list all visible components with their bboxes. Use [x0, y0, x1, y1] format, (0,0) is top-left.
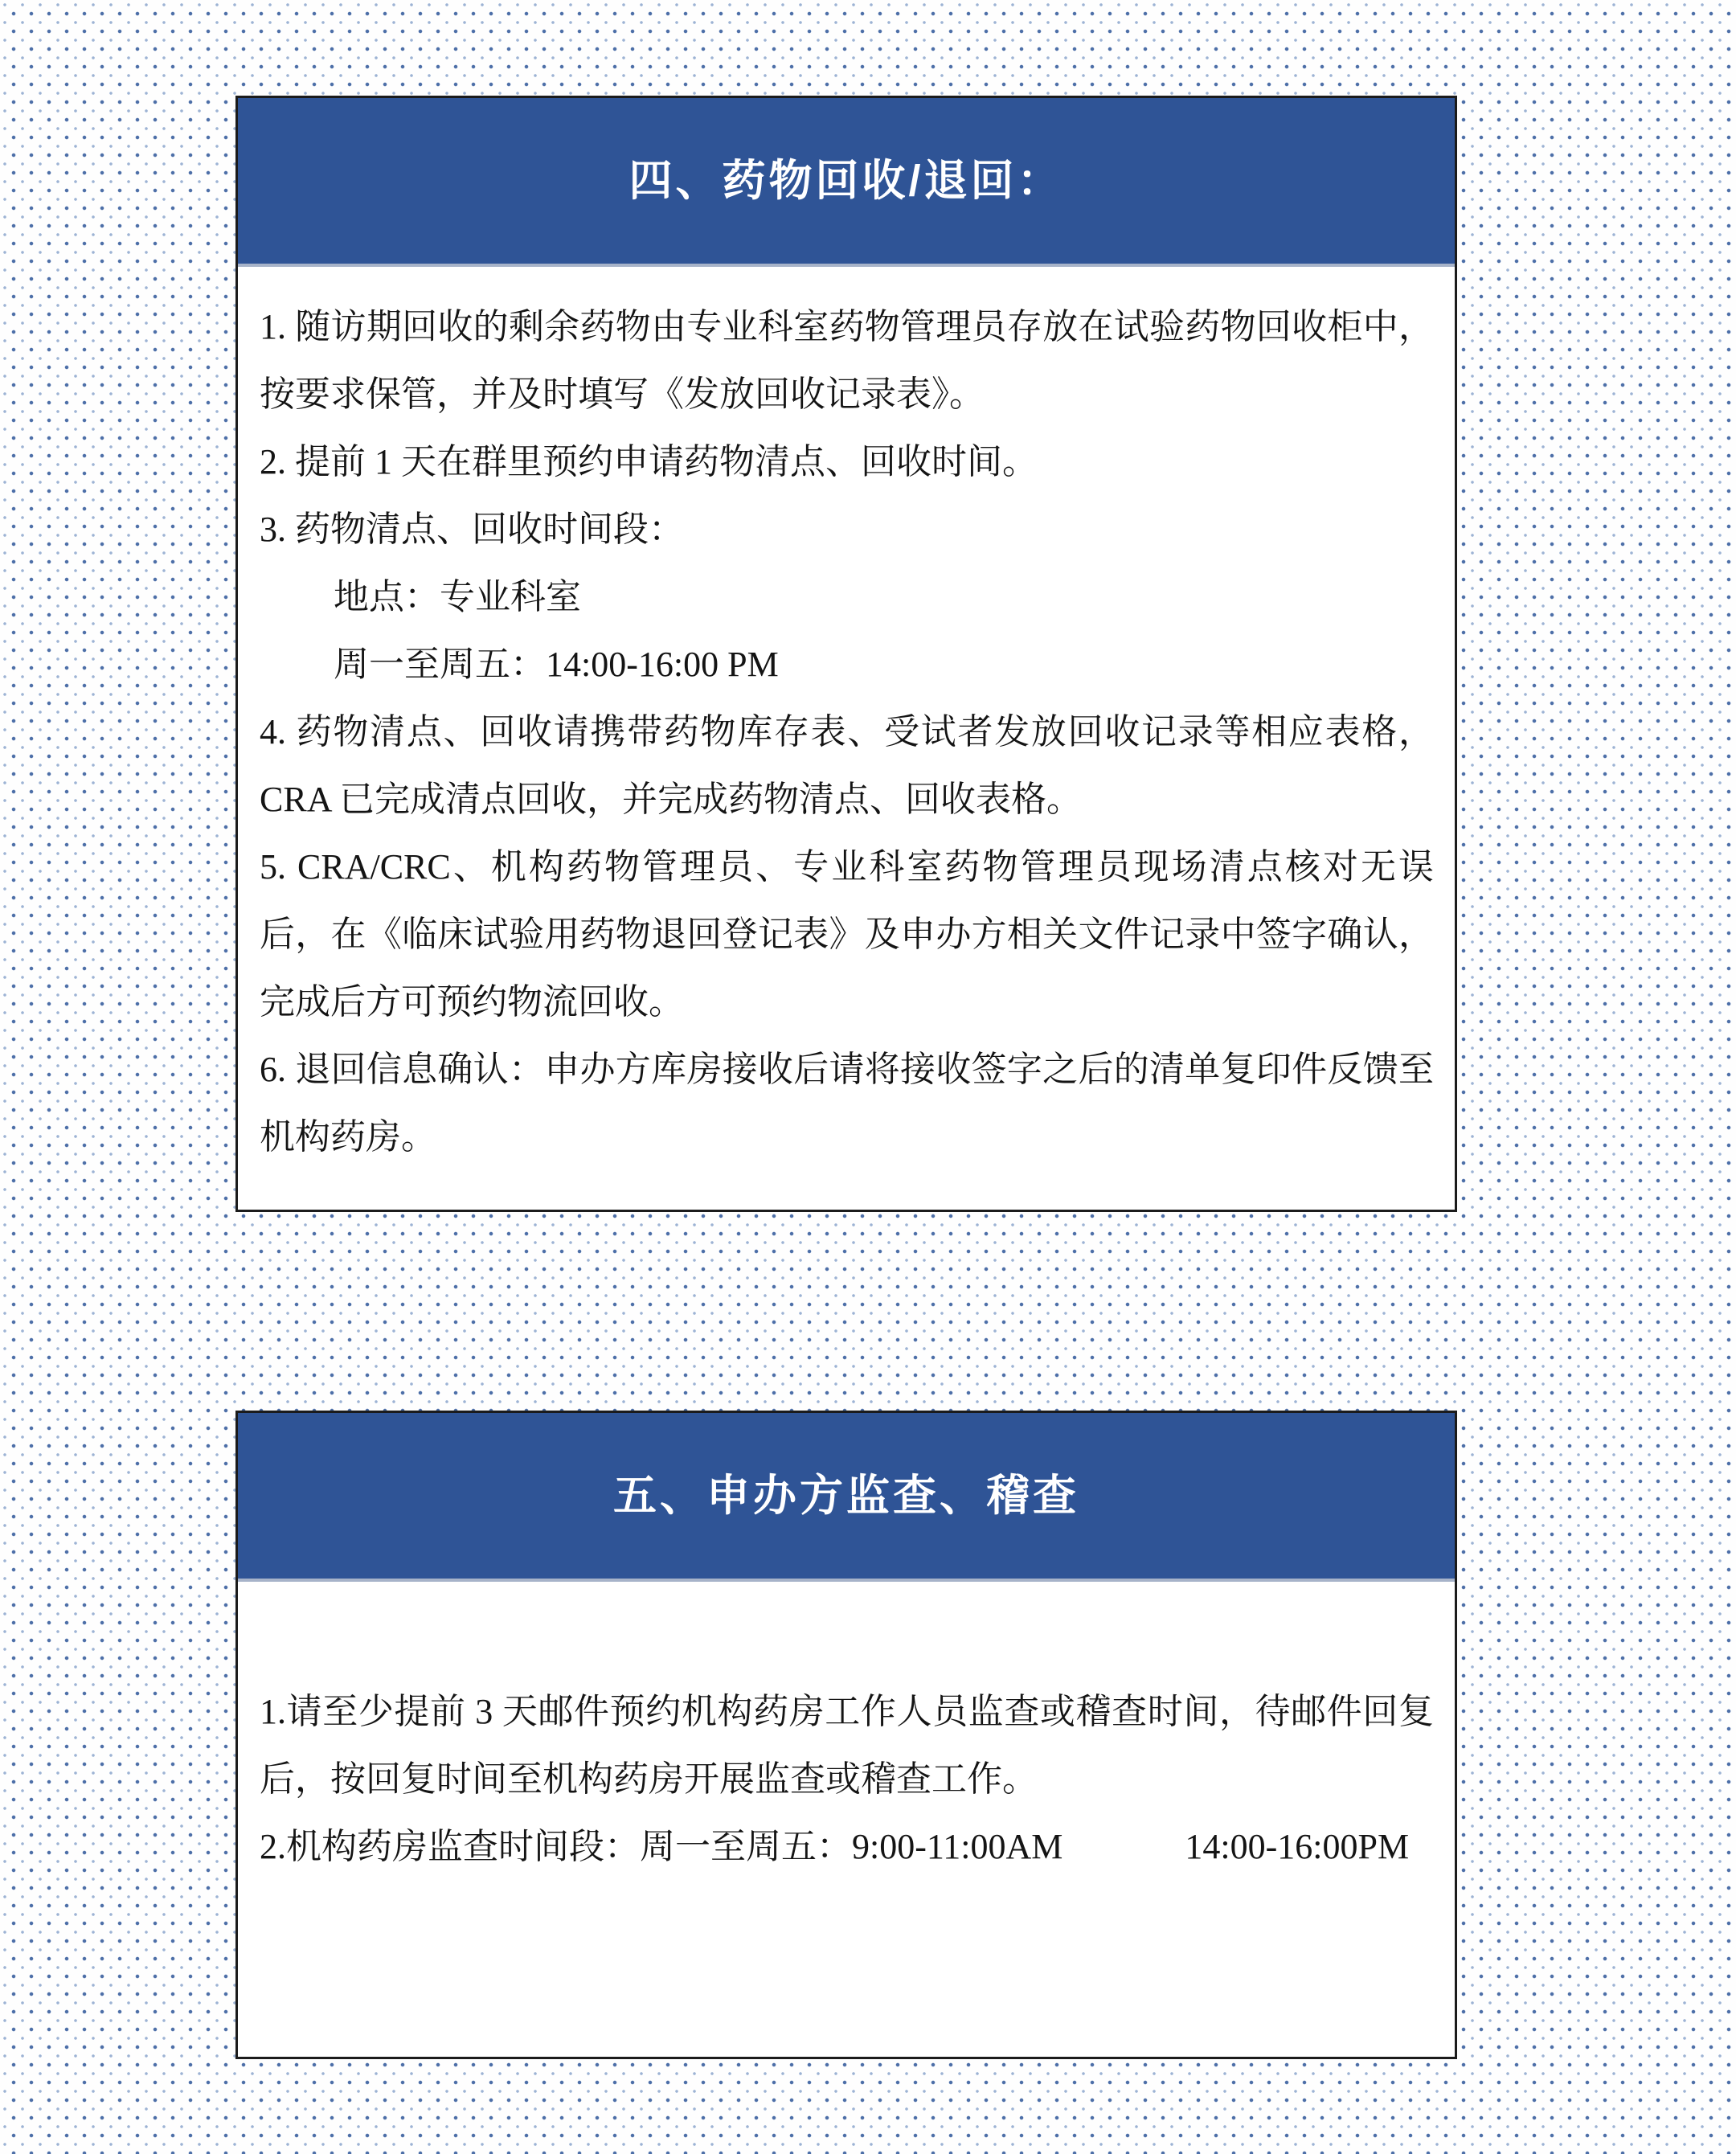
monitoring-item-1: 1.请至少提前 3 天邮件预约机构药房工作人员监查或稽查时间，待邮件回复后，按回复时间至机构药房开展监查或稽查工作。 [260, 1692, 1434, 1799]
section-drug-recovery-body [238, 267, 1455, 1171]
monitoring-hours-afternoon: 14:00-16:00PM [1185, 1827, 1410, 1866]
section-sponsor-monitoring-body [238, 1582, 1455, 1881]
recovery-item-1: 1. 随访期回收的剩余药物由专业科室药物管理员存放在试验药物回收柜中，按要求保管，并及时填写《发放回收记录表》。 [260, 307, 1434, 414]
monitoring-hours-prefix: 2.机构药房监查时间段：周一至周五： [260, 1827, 852, 1866]
section-sponsor-monitoring-card [235, 1411, 1457, 2059]
monitoring-hours-morning: 9:00-11:00AM [852, 1827, 1063, 1866]
section-drug-recovery-title: 四、药物回收/退回： [628, 157, 1064, 205]
section-drug-recovery-header [238, 98, 1455, 267]
recovery-item-3: 3. 药物清点、回收时间段： [260, 510, 684, 549]
section-drug-recovery-card [235, 96, 1457, 1212]
monitoring-hours-line [260, 1813, 1434, 1881]
recovery-item-6: 6. 退回信息确认：申办方库房接收后请将接收签字之后的清单复印件反馈至机构药房。 [260, 1050, 1434, 1157]
recovery-item-4: 4. 药物清点、回收请携带药物库存表、受试者发放回收记录等相应表格，CRA 已完成清点回收，并完成药物清点、回收表格。 [260, 712, 1434, 819]
recovery-item-5: 5. CRA/CRC、机构药物管理员、专业科室药物管理员现场清点核对无误后，在《临床试验用药物退回登记表》及申办方相关文件记录中签字确认，完成后方可预约物流回收。 [260, 847, 1434, 1022]
section-sponsor-monitoring-header [238, 1413, 1455, 1582]
recovery-item-3-location: 地点：专业科室 [334, 577, 581, 616]
section-sponsor-monitoring-title: 五、申办方监查、稽查 [613, 1472, 1079, 1520]
recovery-item-3-hours: 周一至周五：14:00-16:00 PM [334, 645, 779, 684]
recovery-item-2: 2. 提前 1 天在群里预约申请药物清点、回收时间。 [260, 442, 1038, 481]
